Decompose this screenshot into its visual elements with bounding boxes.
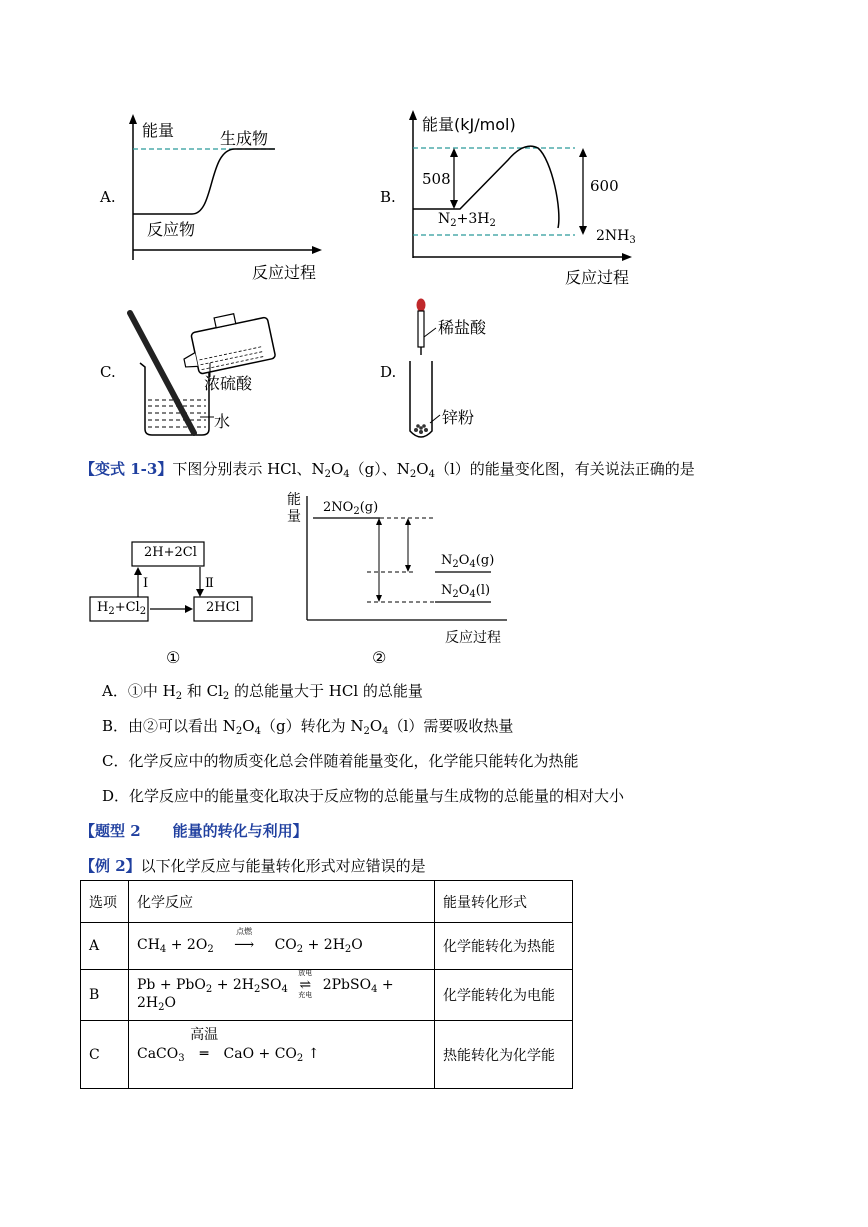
table-row — [81, 970, 573, 1021]
figure-a — [100, 110, 340, 280]
level-n2o4-l: $N_2O_4(l)$ — [441, 583, 491, 600]
variant-option-d: D．化学反应中的能量变化取决于反应物的总能量与生成物的总能量的相对大小 — [102, 787, 625, 805]
box-2hcl: 2HCl — [206, 600, 240, 615]
row-b-condition-bottom: 充电 — [298, 991, 313, 999]
y-axis-label-2: 能量 — [287, 492, 301, 525]
y-axis-label-b: 能量(kJ/mol) — [422, 115, 516, 134]
product-label-a: 生成物 — [220, 129, 269, 148]
figure-c — [100, 305, 380, 445]
row-b-condition-top: 放电 — [298, 969, 313, 977]
reactant-label-b: $N_2+3H_2$ — [438, 211, 496, 229]
section-heading — [80, 820, 308, 841]
row-b-option: B — [81, 970, 129, 1021]
water-label: 水 — [214, 412, 231, 431]
section-tag: 【题型 2 — [80, 822, 141, 840]
row-b-form: 化学能转化为电能 — [435, 970, 573, 1021]
figure-d — [380, 295, 580, 445]
zinc-label: 锌粉 — [442, 408, 475, 427]
table-row — [81, 923, 573, 970]
row-b-reaction: $Pb + PbO_2 + 2H_2SO_4$ 放电 ⇌ 充电 2PbSO$_4$ + $2H_2O$ — [129, 970, 435, 1021]
row-a-condition: 点燃 — [236, 927, 253, 936]
x-axis-label-2: 反应过程 — [445, 630, 501, 646]
example-question — [80, 855, 426, 876]
row-c-condition: 高温 — [190, 1026, 219, 1043]
level-2no2: $2NO_2(g)$ — [323, 500, 379, 517]
acid-label-d: 稀盐酸 — [438, 318, 487, 337]
row-a-reaction: $CH_4 + 2O_2$ 点燃 ⟶ $CO_2 + 2H_2O$ — [129, 923, 435, 970]
header-form: 能量转化形式 — [435, 881, 573, 923]
option-b-label: B. — [380, 188, 396, 206]
arrow-label-1: Ⅰ — [143, 576, 149, 591]
x-axis-label-b: 反应过程 — [565, 268, 630, 287]
table-row — [81, 1021, 573, 1089]
product-label-b: $2NH_3$ — [596, 228, 636, 246]
variant-option-c: C．化学反应中的物质变化总会伴随着能量变化，化学能只能转化为热能 — [102, 752, 579, 770]
figure-2 — [285, 490, 525, 670]
figure-1-caption: ① — [166, 648, 181, 667]
header-reaction: 化学反应 — [129, 881, 435, 923]
variant-option-b: B．由②可以看出 $N_2O_4(g)$转化为 $N_2O_4(l)$需要吸收热量 — [102, 717, 514, 737]
section-title: 能量的转化与利用】 — [172, 822, 308, 840]
row-a-option: A — [81, 923, 129, 970]
variant-question — [80, 458, 695, 480]
value-600: 600 — [590, 177, 619, 195]
variant-tag: 【变式 1-3】 — [80, 460, 173, 478]
n2o4-energy-level-diagram — [285, 490, 525, 650]
level-n2o4-g: $N_2O_4(g)$ — [441, 553, 495, 570]
arrow-label-2: Ⅱ — [205, 576, 214, 591]
reaction-table — [80, 880, 573, 1089]
row-c-option: C — [81, 1021, 129, 1089]
row-c-form: 热能转化为化学能 — [435, 1021, 573, 1089]
x-axis-label-a: 反应过程 — [252, 263, 317, 282]
row-a-form: 化学能转化为热能 — [435, 923, 573, 970]
acid-label-c: 浓硫酸 — [204, 374, 253, 393]
header-option: 选项 — [81, 881, 129, 923]
option-c-label: C. — [100, 363, 116, 381]
table-header-row — [81, 881, 573, 923]
figure-2-caption: ② — [372, 648, 387, 667]
box-h2cl2: $H_2+Cl_2$ — [97, 600, 147, 617]
box-2h2cl: 2H+2Cl — [144, 545, 197, 560]
value-508: 508 — [422, 170, 451, 188]
figure-1 — [88, 540, 258, 670]
option-a-label: A. — [100, 188, 116, 206]
y-axis-label-a: 能量 — [142, 121, 175, 140]
option-d-label: D. — [380, 363, 397, 381]
row-c-reaction: CaCO$_3$ 高温 ═ CaO + $CO_2$ ↑ — [129, 1021, 435, 1089]
reactant-label-a: 反应物 — [147, 220, 196, 239]
variant-question-text: 下图分别表示 HCl、$N_2O_4(g)$、$N_2O_4(l)$的能量变化图，有关说法正确的是 — [172, 460, 695, 480]
example-question-text: 以下化学反应与能量转化形式对应错误的是 — [140, 857, 426, 875]
variant-option-a: A．①中 $H_2$ 和 $Cl_2$ 的总能量大于 HCl 的总能量 — [102, 682, 423, 702]
figure-b — [380, 100, 660, 290]
example-tag: 【例 2】 — [80, 857, 141, 875]
